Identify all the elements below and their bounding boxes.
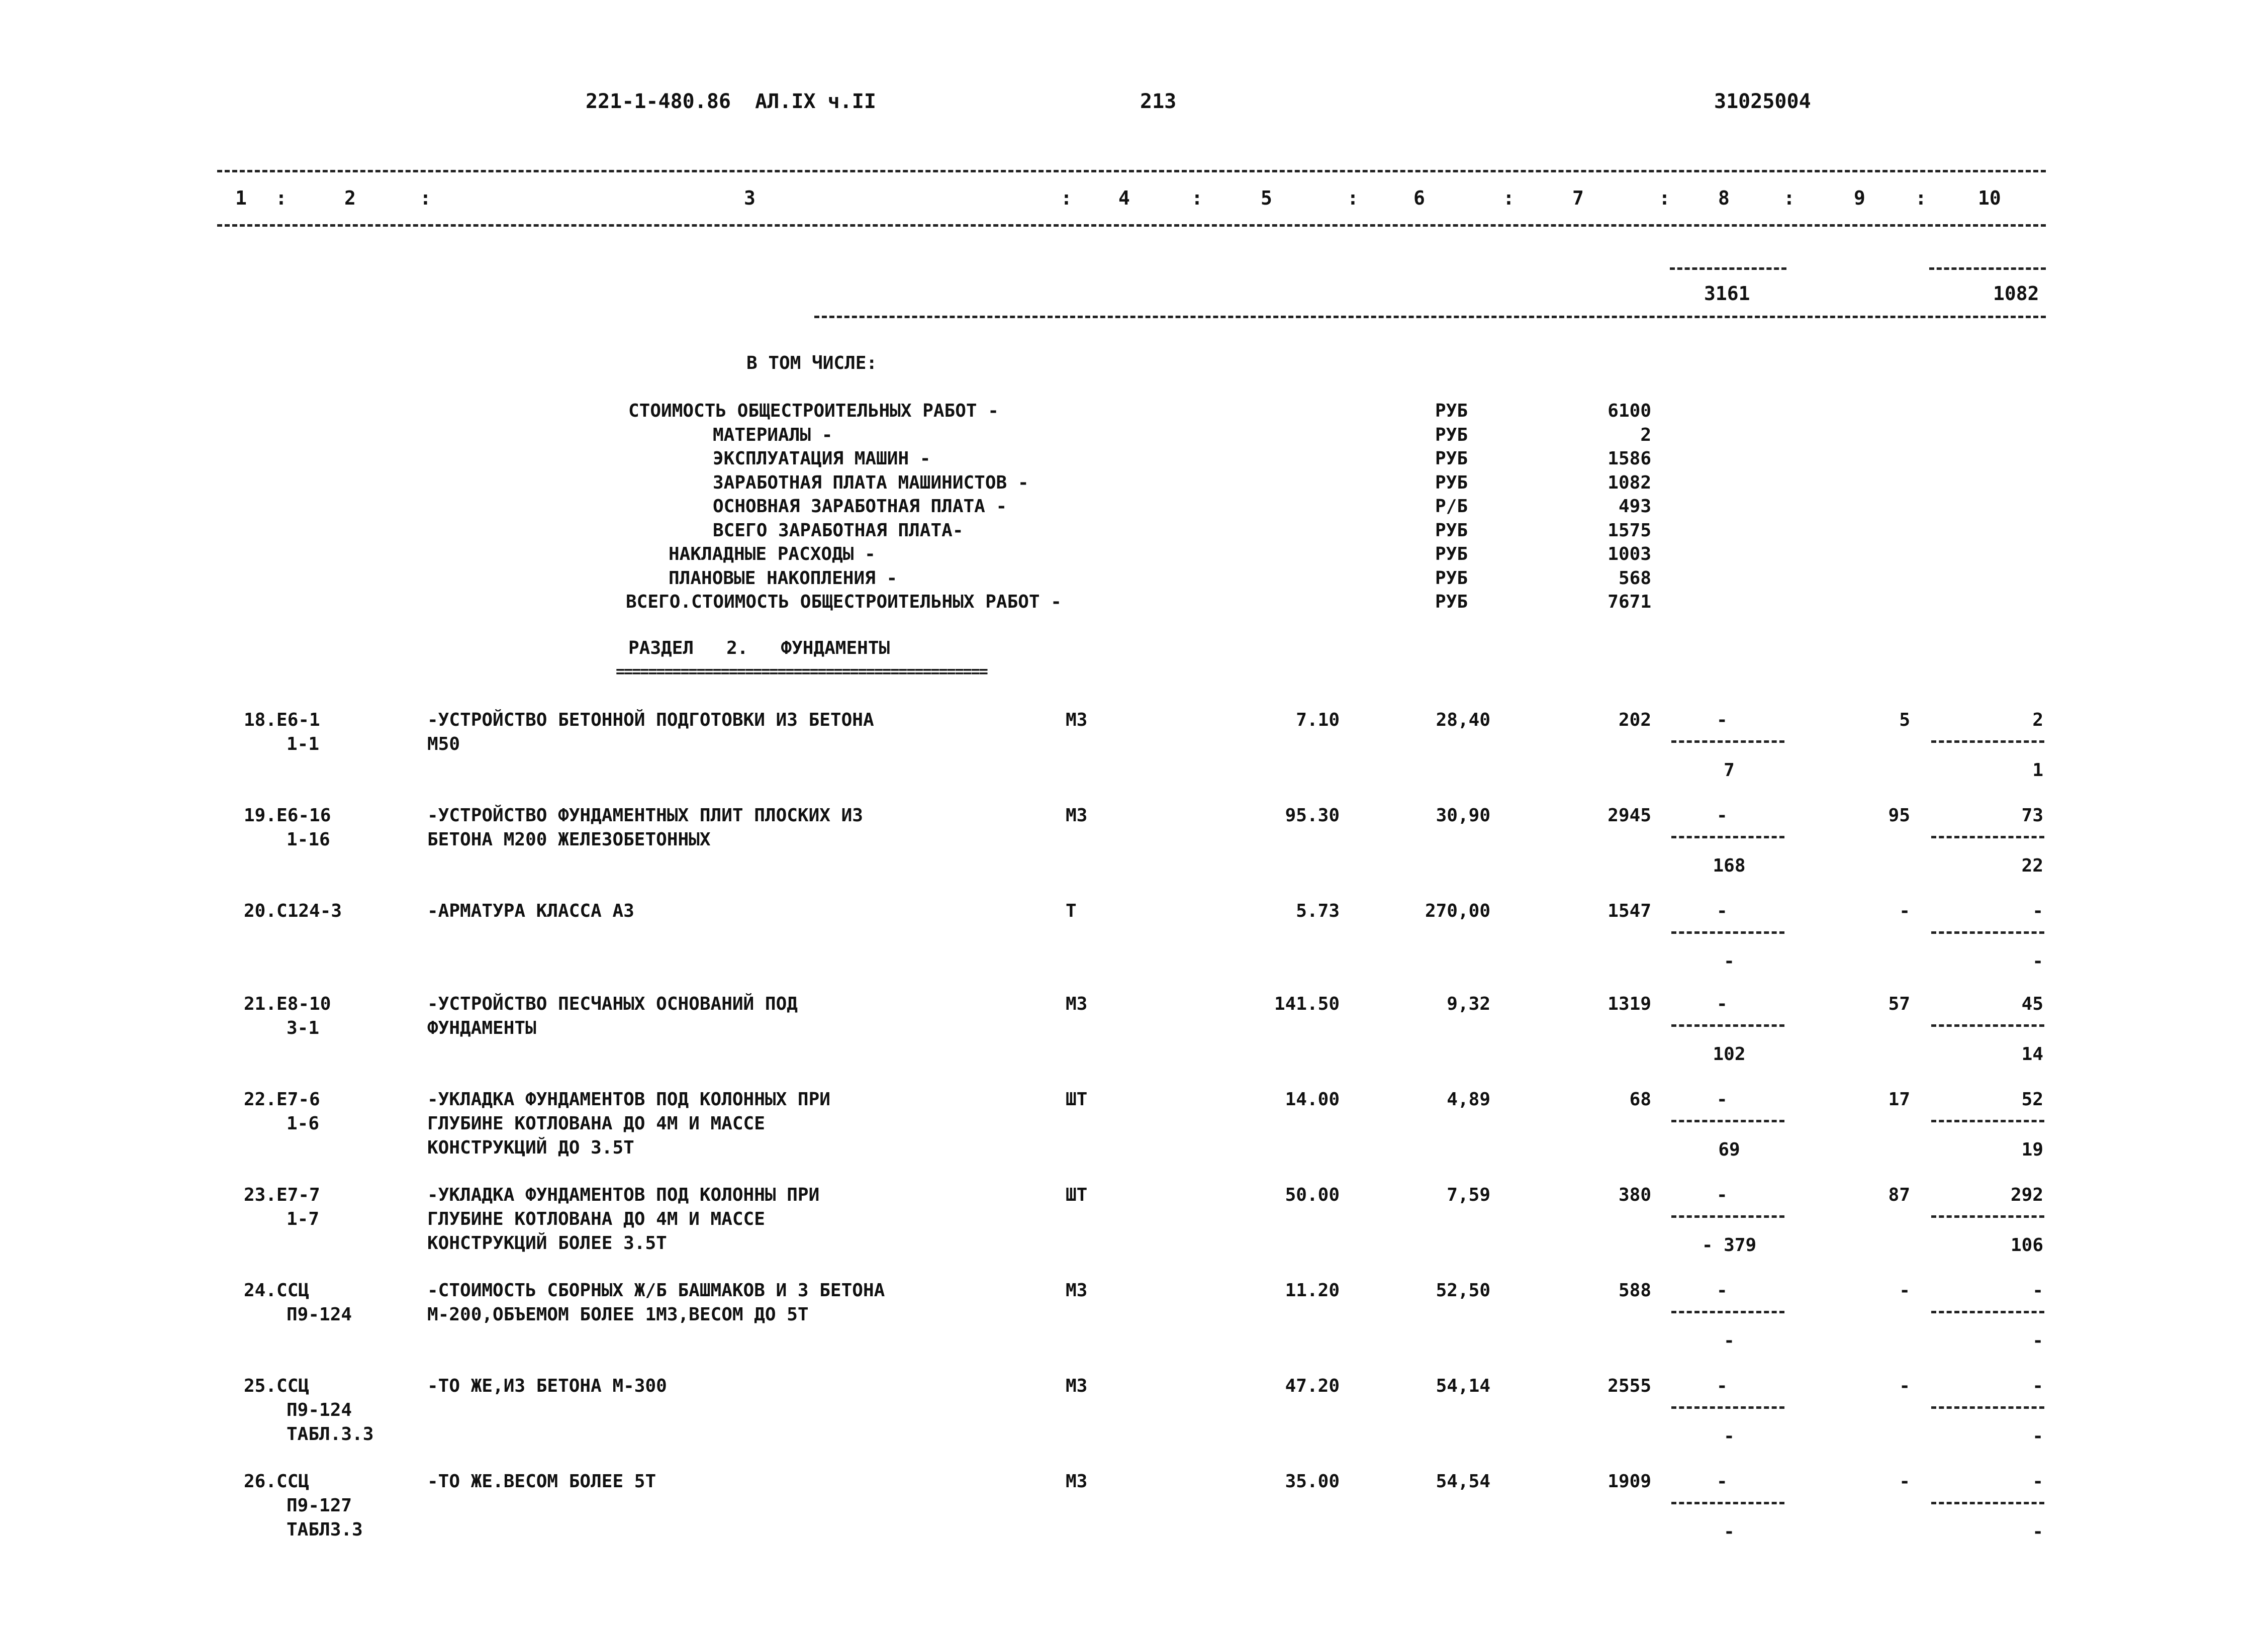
row-col8-top: -	[1717, 1376, 1728, 1396]
row-quantity: 35.00	[1285, 1471, 1340, 1492]
row-col9: 17	[1888, 1089, 1910, 1110]
section-title: РАЗДЕЛ 2. ФУНДАМЕНТЫ	[628, 638, 890, 658]
row-unit: М3	[1066, 1280, 1088, 1301]
summary-unit: РУБ	[1435, 544, 1468, 564]
summary-unit: РУБ	[1435, 448, 1468, 469]
total-col10: 1082	[1993, 282, 2039, 305]
row-col8-bottom: 168	[1713, 855, 1746, 876]
summary-unit: Р/Б	[1435, 496, 1468, 517]
row-description: М50	[427, 734, 460, 754]
row-cost: 2555	[1608, 1376, 1651, 1396]
row-unit-price: 7,59	[1447, 1185, 1490, 1205]
row-col8-top: -	[1717, 710, 1728, 730]
summary-unit: РУБ	[1435, 401, 1468, 421]
row-quantity: 141.50	[1274, 994, 1340, 1014]
summary-label: МАТЕРИАЛЫ -	[713, 424, 833, 445]
row-col10-rule	[1931, 836, 2044, 838]
row-col10-rule	[1931, 1311, 2044, 1313]
row-col9: 57	[1888, 994, 1910, 1014]
row-code: 23.Е7-7	[244, 1185, 320, 1205]
row-code-ref: П9-124	[287, 1400, 352, 1420]
row-cost: 380	[1618, 1185, 1651, 1205]
summary-unit: РУБ	[1435, 472, 1468, 493]
row-col10-bottom: 1	[2032, 760, 2043, 781]
summary-label: ЭКСПЛУАТАЦИЯ МАШИН -	[713, 448, 931, 469]
row-cost: 1319	[1608, 994, 1651, 1014]
row-col10-rule	[1931, 1215, 2044, 1218]
row-description: БЕТОНА М200 ЖЕЛЕЗОБЕТОННЫХ	[427, 829, 711, 850]
row-code: 19.Е6-16	[244, 805, 331, 826]
row-col10-bottom: -	[2032, 1521, 2043, 1542]
row-cost: 202	[1618, 710, 1651, 730]
row-unit-price: 270,00	[1425, 901, 1490, 921]
row-col8-bottom: -	[1724, 951, 1735, 972]
row-code: 21.Е8-10	[244, 994, 331, 1014]
row-col8-rule	[1671, 740, 1784, 743]
header-rule-bottom	[217, 224, 2046, 227]
row-col8-bottom: - 379	[1702, 1235, 1757, 1256]
row-cost: 2945	[1608, 805, 1651, 826]
column-header-7: 7	[1572, 187, 1584, 209]
row-col10-bottom: -	[2032, 1426, 2043, 1447]
summary-value: 493	[1618, 496, 1651, 517]
summary-label: НАКЛАДНЫЕ РАСХОДЫ -	[669, 544, 876, 564]
row-col10-top: -	[2032, 1280, 2043, 1301]
row-col10-top: -	[2032, 1376, 2043, 1396]
row-unit: М3	[1066, 1471, 1088, 1492]
row-unit: М3	[1066, 805, 1088, 826]
row-description: -ТО ЖЕ,ИЗ БЕТОНА М-300	[427, 1376, 667, 1396]
row-col10-top: -	[2032, 901, 2043, 921]
page-number: 213	[1140, 90, 1177, 113]
row-col8-top: -	[1717, 901, 1728, 921]
row-quantity: 47.20	[1285, 1376, 1340, 1396]
row-col10-top: -	[2032, 1471, 2043, 1492]
row-description: -УСТРОЙСТВО ПЕСЧАНЫХ ОСНОВАНИЙ ПОД	[427, 994, 798, 1014]
row-unit: М3	[1066, 710, 1088, 730]
row-quantity: 14.00	[1285, 1089, 1340, 1110]
summary-label: СТОИМОСТЬ ОБЩЕСТРОИТЕЛЬНЫХ РАБОТ -	[628, 401, 999, 421]
row-col9: -	[1899, 901, 1910, 921]
column-header-8: 8	[1718, 187, 1730, 209]
row-col10-top: 292	[2010, 1185, 2043, 1205]
row-col9: 95	[1888, 805, 1910, 826]
summary-value: 1586	[1608, 448, 1651, 469]
row-col8-top: -	[1717, 1185, 1728, 1205]
column-header-10: 10	[1978, 187, 2001, 209]
row-unit: ШТ	[1066, 1185, 1088, 1205]
row-col10-rule	[1931, 931, 2044, 934]
row-unit-price: 28,40	[1436, 710, 1490, 730]
row-unit-price: 4,89	[1447, 1089, 1490, 1110]
row-description: КОНСТРУКЦИЙ БОЛЕЕ 3.5Т	[427, 1233, 667, 1254]
row-col8-bottom: -	[1724, 1330, 1735, 1351]
row-col8-rule	[1671, 1311, 1784, 1313]
row-col10-top: 52	[2021, 1089, 2043, 1110]
row-code: 25.ССЦ	[244, 1376, 310, 1396]
row-description: -ТО ЖЕ.ВЕСОМ БОЛЕЕ 5Т	[427, 1471, 656, 1492]
header-rule-top	[217, 170, 2046, 172]
row-col10-top: 45	[2021, 994, 2043, 1014]
row-unit-price: 30,90	[1436, 805, 1490, 826]
row-col8-top: -	[1717, 805, 1728, 826]
row-code: 18.Е6-1	[244, 710, 320, 730]
row-code: 20.С124-3	[244, 901, 342, 921]
column-separator: :	[1915, 187, 1927, 209]
summary-unit: РУБ	[1435, 520, 1468, 541]
row-code: 26.ССЦ	[244, 1471, 310, 1492]
row-col8-rule	[1671, 1406, 1784, 1409]
row-col10-top: 2	[2032, 710, 2043, 730]
row-col9: 5	[1899, 710, 1910, 730]
column-separator: :	[1191, 187, 1203, 209]
row-code-table: ТАБЛ.3.3	[287, 1424, 374, 1445]
summary-label: ОСНОВНАЯ ЗАРАБОТНАЯ ПЛАТА -	[713, 496, 1007, 517]
row-col8-rule	[1671, 1024, 1784, 1027]
summary-value: 1082	[1608, 472, 1651, 493]
row-col8-rule	[1671, 1215, 1784, 1218]
row-col10-bottom: 22	[2021, 855, 2043, 876]
row-col10-bottom: 19	[2021, 1139, 2043, 1160]
row-description: -УСТРОЙСТВО БЕТОННОЙ ПОДГОТОВКИ ИЗ БЕТОНА	[427, 710, 874, 730]
row-code: 22.Е7-6	[244, 1089, 320, 1110]
summary-value: 1575	[1608, 520, 1651, 541]
row-unit: ШТ	[1066, 1089, 1088, 1110]
summary-heading: В ТОМ ЧИСЛЕ:	[746, 353, 878, 373]
row-col10-rule	[1931, 740, 2044, 743]
row-code-ref: П9-124	[287, 1304, 352, 1325]
row-code-ref: 1-1	[287, 734, 320, 754]
row-col8-top: -	[1717, 1089, 1728, 1110]
summary-value: 2	[1640, 424, 1651, 445]
total-col8-rule	[1670, 267, 1786, 270]
column-separator: :	[1061, 187, 1072, 209]
row-code-ref: 1-16	[287, 829, 330, 850]
row-quantity: 11.20	[1285, 1280, 1340, 1301]
row-col8-bottom: 69	[1718, 1139, 1740, 1160]
row-col9: -	[1899, 1280, 1910, 1301]
totals-rule	[814, 316, 2046, 318]
row-quantity: 5.73	[1296, 901, 1340, 921]
row-description: -УКЛАДКА ФУНДАМЕНТОВ ПОД КОЛОННЫХ ПРИ	[427, 1089, 830, 1110]
summary-value: 6100	[1608, 401, 1651, 421]
row-description: КОНСТРУКЦИЙ ДО 3.5Т	[427, 1137, 634, 1158]
summary-unit: РУБ	[1435, 592, 1468, 612]
row-col9: -	[1899, 1471, 1910, 1492]
summary-label: ПЛАНОВЫЕ НАКОПЛЕНИЯ -	[669, 567, 898, 589]
column-separator: :	[1783, 187, 1795, 209]
row-col10-bottom: 14	[2021, 1044, 2043, 1065]
column-separator: :	[275, 187, 287, 209]
document-number: 31025004	[1714, 90, 1811, 113]
row-unit: М3	[1066, 994, 1088, 1014]
row-code-ref: П9-127	[287, 1495, 352, 1516]
row-col10-bottom: -	[2032, 951, 2043, 972]
summary-value: 1003	[1608, 544, 1651, 564]
column-separator: :	[420, 187, 431, 209]
row-unit-price: 54,14	[1436, 1376, 1490, 1396]
row-code-ref: 1-6	[287, 1113, 320, 1134]
row-unit-price: 9,32	[1447, 994, 1490, 1014]
row-unit: М3	[1066, 1376, 1088, 1396]
row-col10-rule	[1931, 1406, 2044, 1409]
section-underline: ==============================================	[616, 663, 987, 681]
total-col10-rule	[1929, 267, 2046, 270]
row-col10-top: 73	[2021, 805, 2043, 826]
row-col8-bottom: 7	[1724, 760, 1735, 781]
column-header-1: 1	[235, 187, 247, 209]
column-separator: :	[1659, 187, 1670, 209]
summary-label: ЗАРАБОТНАЯ ПЛАТА МАШИНИСТОВ -	[713, 472, 1029, 493]
row-col10-rule	[1931, 1024, 2044, 1027]
row-description: -СТОИМОСТЬ СБОРНЫХ Ж/Б БАШМАКОВ И З БЕТОНА	[427, 1280, 885, 1301]
row-code-ref: 3-1	[287, 1018, 320, 1038]
summary-value: 7671	[1608, 592, 1651, 612]
column-header-5: 5	[1261, 187, 1272, 209]
summary-label: ВСЕГО.СТОИМОСТЬ ОБЩЕСТРОИТЕЛЬНЫХ РАБОТ -	[626, 592, 1062, 612]
row-description: М-200,ОБЪЕМОМ БОЛЕЕ 1М3,ВЕСОМ ДО 5Т	[427, 1304, 809, 1325]
row-unit-price: 54,54	[1436, 1471, 1490, 1492]
row-cost: 68	[1629, 1089, 1651, 1110]
summary-label: ВСЕГО ЗАРАБОТНАЯ ПЛАТА-	[713, 520, 964, 541]
row-col10-rule	[1931, 1502, 2044, 1504]
row-cost: 588	[1618, 1280, 1651, 1301]
row-description: ГЛУБИНЕ КОТЛОВАНА ДО 4М И МАССЕ	[427, 1113, 765, 1134]
column-header-3: 3	[744, 187, 755, 209]
summary-value: 568	[1618, 567, 1651, 589]
row-col8-top: -	[1717, 994, 1728, 1014]
row-col8-rule	[1671, 836, 1784, 838]
row-quantity: 50.00	[1285, 1185, 1340, 1205]
column-separator: :	[1503, 187, 1515, 209]
column-header-6: 6	[1413, 187, 1425, 209]
row-quantity: 95.30	[1285, 805, 1340, 826]
row-unit-price: 52,50	[1436, 1280, 1490, 1301]
summary-unit: РУБ	[1435, 424, 1468, 445]
row-description: -УСТРОЙСТВО ФУНДАМЕНТНЫХ ПЛИТ ПЛОСКИХ ИЗ	[427, 805, 863, 826]
column-header-2: 2	[344, 187, 356, 209]
row-quantity: 7.10	[1296, 710, 1340, 730]
row-unit: Т	[1066, 901, 1077, 921]
row-col8-bottom: -	[1724, 1426, 1735, 1447]
row-cost: 1909	[1608, 1471, 1651, 1492]
row-col8-top: -	[1717, 1280, 1728, 1301]
row-col8-rule	[1671, 1120, 1784, 1122]
row-code: 24.ССЦ	[244, 1280, 310, 1301]
row-description: ГЛУБИНЕ КОТЛОВАНА ДО 4М И МАССЕ	[427, 1209, 765, 1229]
row-description: -УКЛАДКА ФУНДАМЕНТОВ ПОД КОЛОННЫ ПРИ	[427, 1185, 820, 1205]
row-cost: 1547	[1608, 901, 1651, 921]
row-col8-top: -	[1717, 1471, 1728, 1492]
row-description: ФУНДАМЕНТЫ	[427, 1018, 536, 1038]
row-code-ref: 1-7	[287, 1209, 320, 1229]
row-col8-bottom: 102	[1713, 1044, 1746, 1065]
document-code: 221-1-480.86 АЛ.IX ч.II	[586, 90, 876, 113]
total-col8: 3161	[1704, 282, 1750, 305]
row-col10-rule	[1931, 1120, 2044, 1122]
row-col9: -	[1899, 1376, 1910, 1396]
row-col9: 87	[1888, 1185, 1910, 1205]
summary-unit: РУБ	[1435, 567, 1468, 589]
row-col10-bottom: 106	[2010, 1235, 2043, 1256]
row-description: -АРМАТУРА КЛАССА А3	[427, 901, 634, 921]
row-col8-rule	[1671, 931, 1784, 934]
row-col10-bottom: -	[2032, 1330, 2043, 1351]
column-separator: :	[1347, 187, 1359, 209]
column-header-9: 9	[1854, 187, 1865, 209]
row-code-table: ТАБЛ3.3	[287, 1519, 363, 1540]
column-header-4: 4	[1118, 187, 1130, 209]
row-col8-bottom: -	[1724, 1521, 1735, 1542]
row-col8-rule	[1671, 1502, 1784, 1504]
